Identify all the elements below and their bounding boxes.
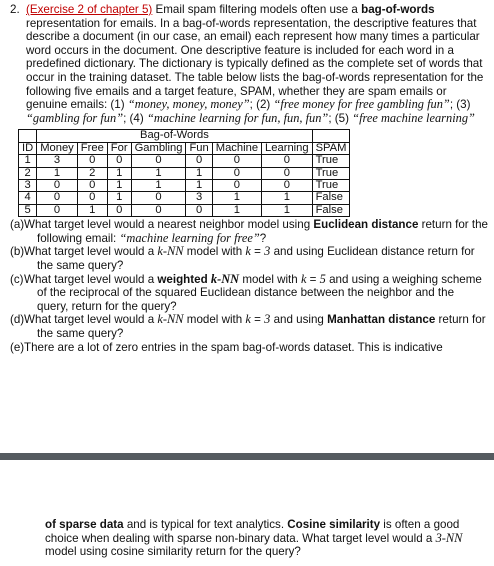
part-text-run: = <box>250 245 265 259</box>
table-group-header: Bag-of-Words <box>37 130 312 142</box>
table-cell: 1 <box>131 167 186 179</box>
part-text-run: = <box>306 272 320 286</box>
table-row <box>19 192 350 204</box>
table-cell: 0 <box>77 192 107 204</box>
table-cell: 0 <box>212 179 261 191</box>
table-row <box>19 204 350 216</box>
math-term: k-NN <box>157 244 184 259</box>
table-cell: 1 <box>19 155 37 167</box>
table-cell: 0 <box>77 155 107 167</box>
table-cell: 0 <box>186 204 212 216</box>
part-e <box>10 341 488 355</box>
part-c <box>10 273 488 314</box>
math-term: 3 <box>264 312 271 327</box>
part-text-run: ? <box>259 231 267 245</box>
math-term: 3 <box>264 244 271 259</box>
question-body <box>26 3 488 125</box>
part-text-run: return for the same query? <box>37 313 486 340</box>
part-text-run: model with <box>183 313 246 327</box>
intro-text: representation for emails. In a bag-of-words representation, the descriptive features that describe a document (in our case, an email) each represent how many times a particular word occurs in the document. One descriptive feature is included for each word in a predefined dictionary. The dictionary is typically defined as the complete set of words that occur in the training dataset. The table below lists the bag-of-words representation for the following five emails and a target feature, SPAM, whether they are spam emails or genuine emails: (1) <box>26 16 484 112</box>
part-text <box>24 273 488 314</box>
table-cell: 4 <box>19 192 37 204</box>
table-cell: 1 <box>107 179 131 191</box>
table-cell: 1 <box>212 192 261 204</box>
table-cell: True <box>312 167 350 179</box>
table-cell: 0 <box>212 155 261 167</box>
part-text-run: and using <box>270 313 328 327</box>
table-cell: 3 <box>186 192 212 204</box>
table-row <box>19 167 350 179</box>
table-cell: 0 <box>262 155 313 167</box>
email-example: “gambling for fun” <box>26 110 124 125</box>
column-header: Money <box>37 142 78 154</box>
part-text-run: What target level would a nearest neighbor model using <box>24 218 314 232</box>
table-cell: 1 <box>262 204 313 216</box>
intro-text: Email spam filtering models often use a <box>152 3 362 16</box>
part-text-run: There are a lot of zero entries in the spam bag-of-words dataset. This is indicative <box>24 340 443 354</box>
table-row <box>19 179 350 191</box>
table-body <box>19 155 350 217</box>
table-cell: 5 <box>19 204 37 216</box>
column-header: Machine <box>212 142 261 154</box>
table-cell: 0 <box>262 179 313 191</box>
intro-text: ; (4) <box>123 111 147 125</box>
part-label: (c) <box>10 272 24 286</box>
table-cell: 1 <box>186 179 212 191</box>
column-header: For <box>107 142 131 154</box>
table-cell: 0 <box>131 204 186 216</box>
part-text-run: What target level would a <box>24 245 158 259</box>
part-text-run: is often a good choice when dealing with sparse non-binary data. What target level would a <box>45 518 460 545</box>
table-cell: 1 <box>212 204 261 216</box>
page-break-divider <box>0 453 494 460</box>
bag-of-words-table <box>18 129 350 217</box>
table-cell: 0 <box>186 155 212 167</box>
part-bold-term: Manhattan distance <box>327 313 436 327</box>
column-header: ID <box>19 142 37 154</box>
query-email: “machine learning for free” <box>119 230 260 245</box>
table-cell: 1 <box>107 167 131 179</box>
part-text-run: What target level would a <box>24 272 158 286</box>
part-label: (e) <box>10 340 25 354</box>
part-a <box>10 218 488 245</box>
part-text-run: model with <box>239 272 301 286</box>
table-cell: 0 <box>37 204 78 216</box>
table-cell: 0 <box>77 179 107 191</box>
question-number: 2. <box>10 3 20 16</box>
table-cell: 1 <box>131 179 186 191</box>
column-header: Free <box>77 142 107 154</box>
part-label: (d) <box>10 313 25 327</box>
table-cell: 1 <box>262 192 313 204</box>
part-bold-term: of sparse data <box>45 518 124 531</box>
table-column-headers <box>19 142 350 154</box>
email-example: “free machine learning” <box>352 110 475 125</box>
question-intro <box>26 3 488 125</box>
math-term: k <box>245 244 251 259</box>
table-cell: 0 <box>131 192 186 204</box>
intro-bold-term: bag-of-words <box>361 3 435 16</box>
part-b <box>10 245 488 272</box>
table-cell: True <box>312 179 350 191</box>
table-cell: 2 <box>19 167 37 179</box>
part-label: (b) <box>10 245 25 259</box>
math-term: k-NN <box>157 312 184 327</box>
intro-text: ; (5) <box>328 111 353 125</box>
table-cell: 1 <box>77 204 107 216</box>
part-text-run: model with <box>183 245 246 259</box>
table-cell: 2 <box>77 167 107 179</box>
part-text-run: and using a weighing scheme of the reciprocal of the squared Euclidean distance between the neighbor and the query, return for the query? <box>37 272 482 313</box>
table-cell: 1 <box>186 167 212 179</box>
table-cell: 1 <box>37 167 78 179</box>
table-cell: 0 <box>131 155 186 167</box>
question-continuation <box>45 518 483 559</box>
part-d <box>10 313 488 340</box>
math-term: 5 <box>319 271 326 286</box>
email-example: “money, money, money” <box>127 97 250 112</box>
table-cell: 0 <box>37 179 78 191</box>
table-cell: 0 <box>107 155 131 167</box>
part-text-run: and using Euclidean distance return for the same query? <box>37 245 475 272</box>
column-header: Fun <box>186 142 212 154</box>
email-example: “free money for free gambling fun” <box>273 97 450 112</box>
part-text <box>24 313 488 340</box>
column-header: SPAM <box>312 142 350 154</box>
table-cell: 3 <box>37 155 78 167</box>
table-cell: False <box>312 204 350 216</box>
table-cell: 0 <box>262 167 313 179</box>
part-bold-term: weighted <box>157 272 211 286</box>
intro-text: ; (2) <box>249 98 274 112</box>
table-cell: False <box>312 192 350 204</box>
exercise-link[interactable]: (Exercise 2 of chapter 5) <box>26 3 153 16</box>
intro-text: ; (3) <box>449 98 471 112</box>
part-text <box>24 341 488 355</box>
part-text-run: model using cosine similarity return for the query? <box>45 545 301 559</box>
column-header: Learning <box>262 142 313 154</box>
table-corner <box>19 130 37 142</box>
table-corner <box>312 130 350 142</box>
part-bold-term: Cosine similarity <box>287 518 381 531</box>
question-2 <box>10 3 488 354</box>
table-row <box>19 155 350 167</box>
part-text-run: = <box>250 313 265 327</box>
part-text-run: and is typical for text analytics. <box>123 518 288 531</box>
part-text-run: What target level would a <box>24 313 158 327</box>
part-bold-term: Euclidean distance <box>313 218 419 232</box>
table-cell: True <box>312 155 350 167</box>
part-text <box>24 218 488 245</box>
math-term: k <box>300 271 307 286</box>
table-cell: 1 <box>107 192 131 204</box>
part-text <box>24 245 488 272</box>
column-header: Gambling <box>131 142 186 154</box>
table-cell: 0 <box>37 192 78 204</box>
question-parts <box>10 218 488 354</box>
math-term: 3-NN <box>435 530 463 545</box>
part-label: (a) <box>10 218 25 232</box>
table-cell: 3 <box>19 179 37 191</box>
part-text-run: return for the following email: <box>37 218 489 245</box>
math-term: k-NN <box>210 271 240 286</box>
email-example: “machine learning for fun, fun, fun” <box>146 110 329 125</box>
table-cell: 0 <box>107 204 131 216</box>
table-cell: 0 <box>212 167 261 179</box>
math-term: k <box>245 312 251 327</box>
